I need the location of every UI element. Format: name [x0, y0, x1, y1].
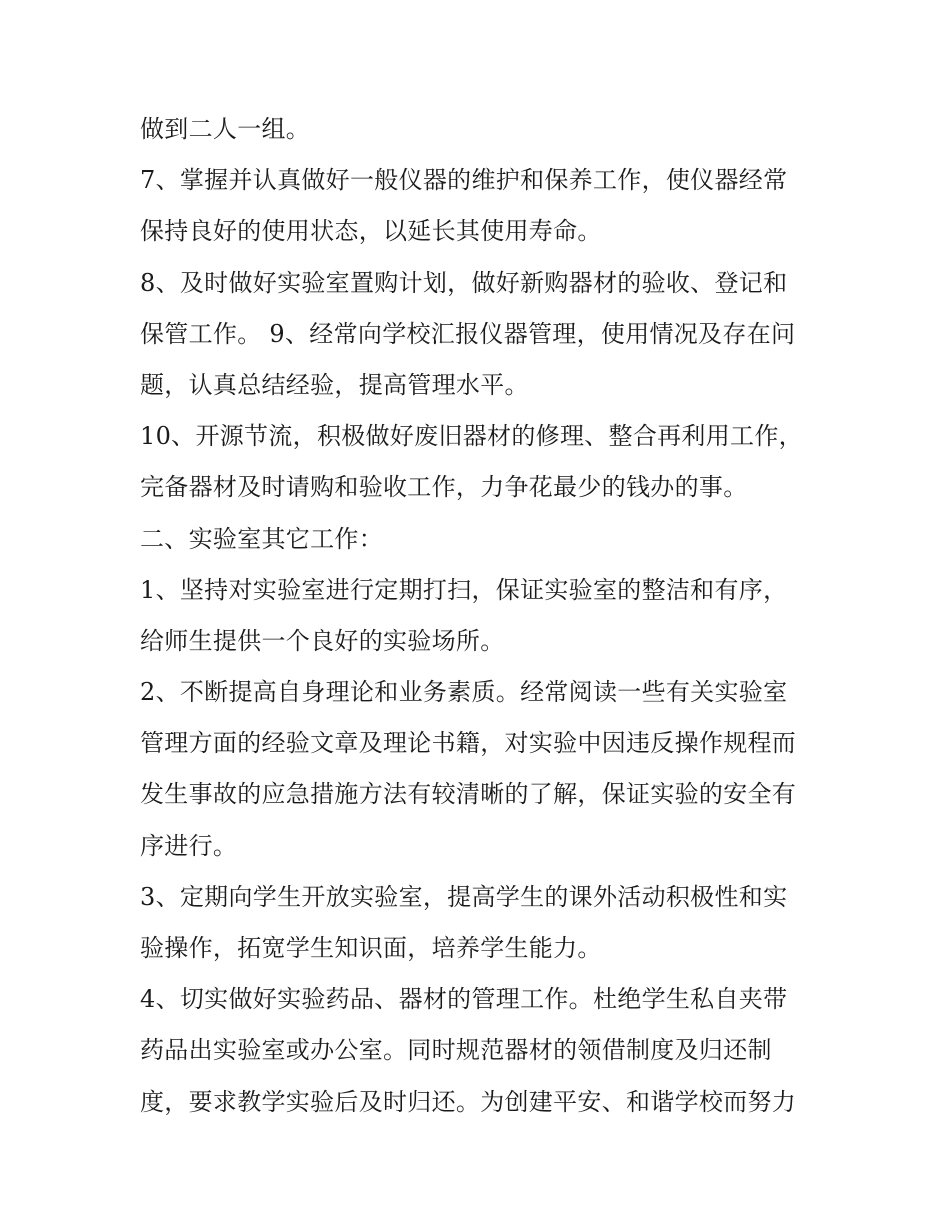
text-line: 做到二人一组。 — [140, 115, 311, 143]
text-line: 8、及时做好实验室置购计划，做好新购器材的验收、登记和 — [140, 268, 788, 297]
text-line: 4、切实做好实验药品、器材的管理工作。杜绝学生私自夹带 — [140, 985, 788, 1014]
text-line: 保持良好的使用状态，以延长其使用寿命。 — [140, 217, 602, 246]
text-line: 发生事故的应急措施方法有较清晰的了解，保证实验的安全有 — [140, 780, 797, 809]
text-line: 序进行。 — [140, 831, 238, 860]
text-line: 度，要求教学实验后及时归还。为创建平安、和谐学校而努力 — [140, 1087, 797, 1116]
text-line: 10、开源节流，积极做好废旧器材的修理、整合再利用工作， — [140, 422, 803, 451]
document-body — [140, 104, 820, 1128]
text-line: 7、掌握并认真做好一般仪器的维护和保养工作，使仪器经常 — [140, 166, 788, 195]
text-line: 3、定期向学生开放实验室，提高学生的课外活动积极性和实 — [140, 882, 788, 911]
text-line: 1、坚持对实验室进行定期打扫，保证实验室的整洁和有序， — [140, 575, 788, 604]
text-line: 给师生提供一个良好的实验场所。 — [140, 626, 505, 655]
text-line: 保管工作。 9、经常向学校汇报仪器管理，使用情况及存在问 — [140, 319, 796, 348]
text-line: 药品出实验室或办公室。同时规范器材的领借制度及归还制 — [140, 1036, 772, 1065]
text-line: 验操作，拓宽学生知识面，培养学生能力。 — [140, 934, 602, 962]
text-line: 题，认真总结经验，提高管理水平。 — [140, 370, 529, 399]
text-line: 2、不断提高自身理论和业务素质。经常阅读一些有关实验室 — [140, 678, 788, 707]
section-heading: 二、实验室其它工作： — [140, 524, 383, 553]
text-line: 完备器材及时请购和验收工作，力争花最少的钱办的事。 — [140, 473, 748, 502]
text-line: 管理方面的经验文章及理论书籍，对实验中因违反操作规程而 — [140, 729, 797, 758]
